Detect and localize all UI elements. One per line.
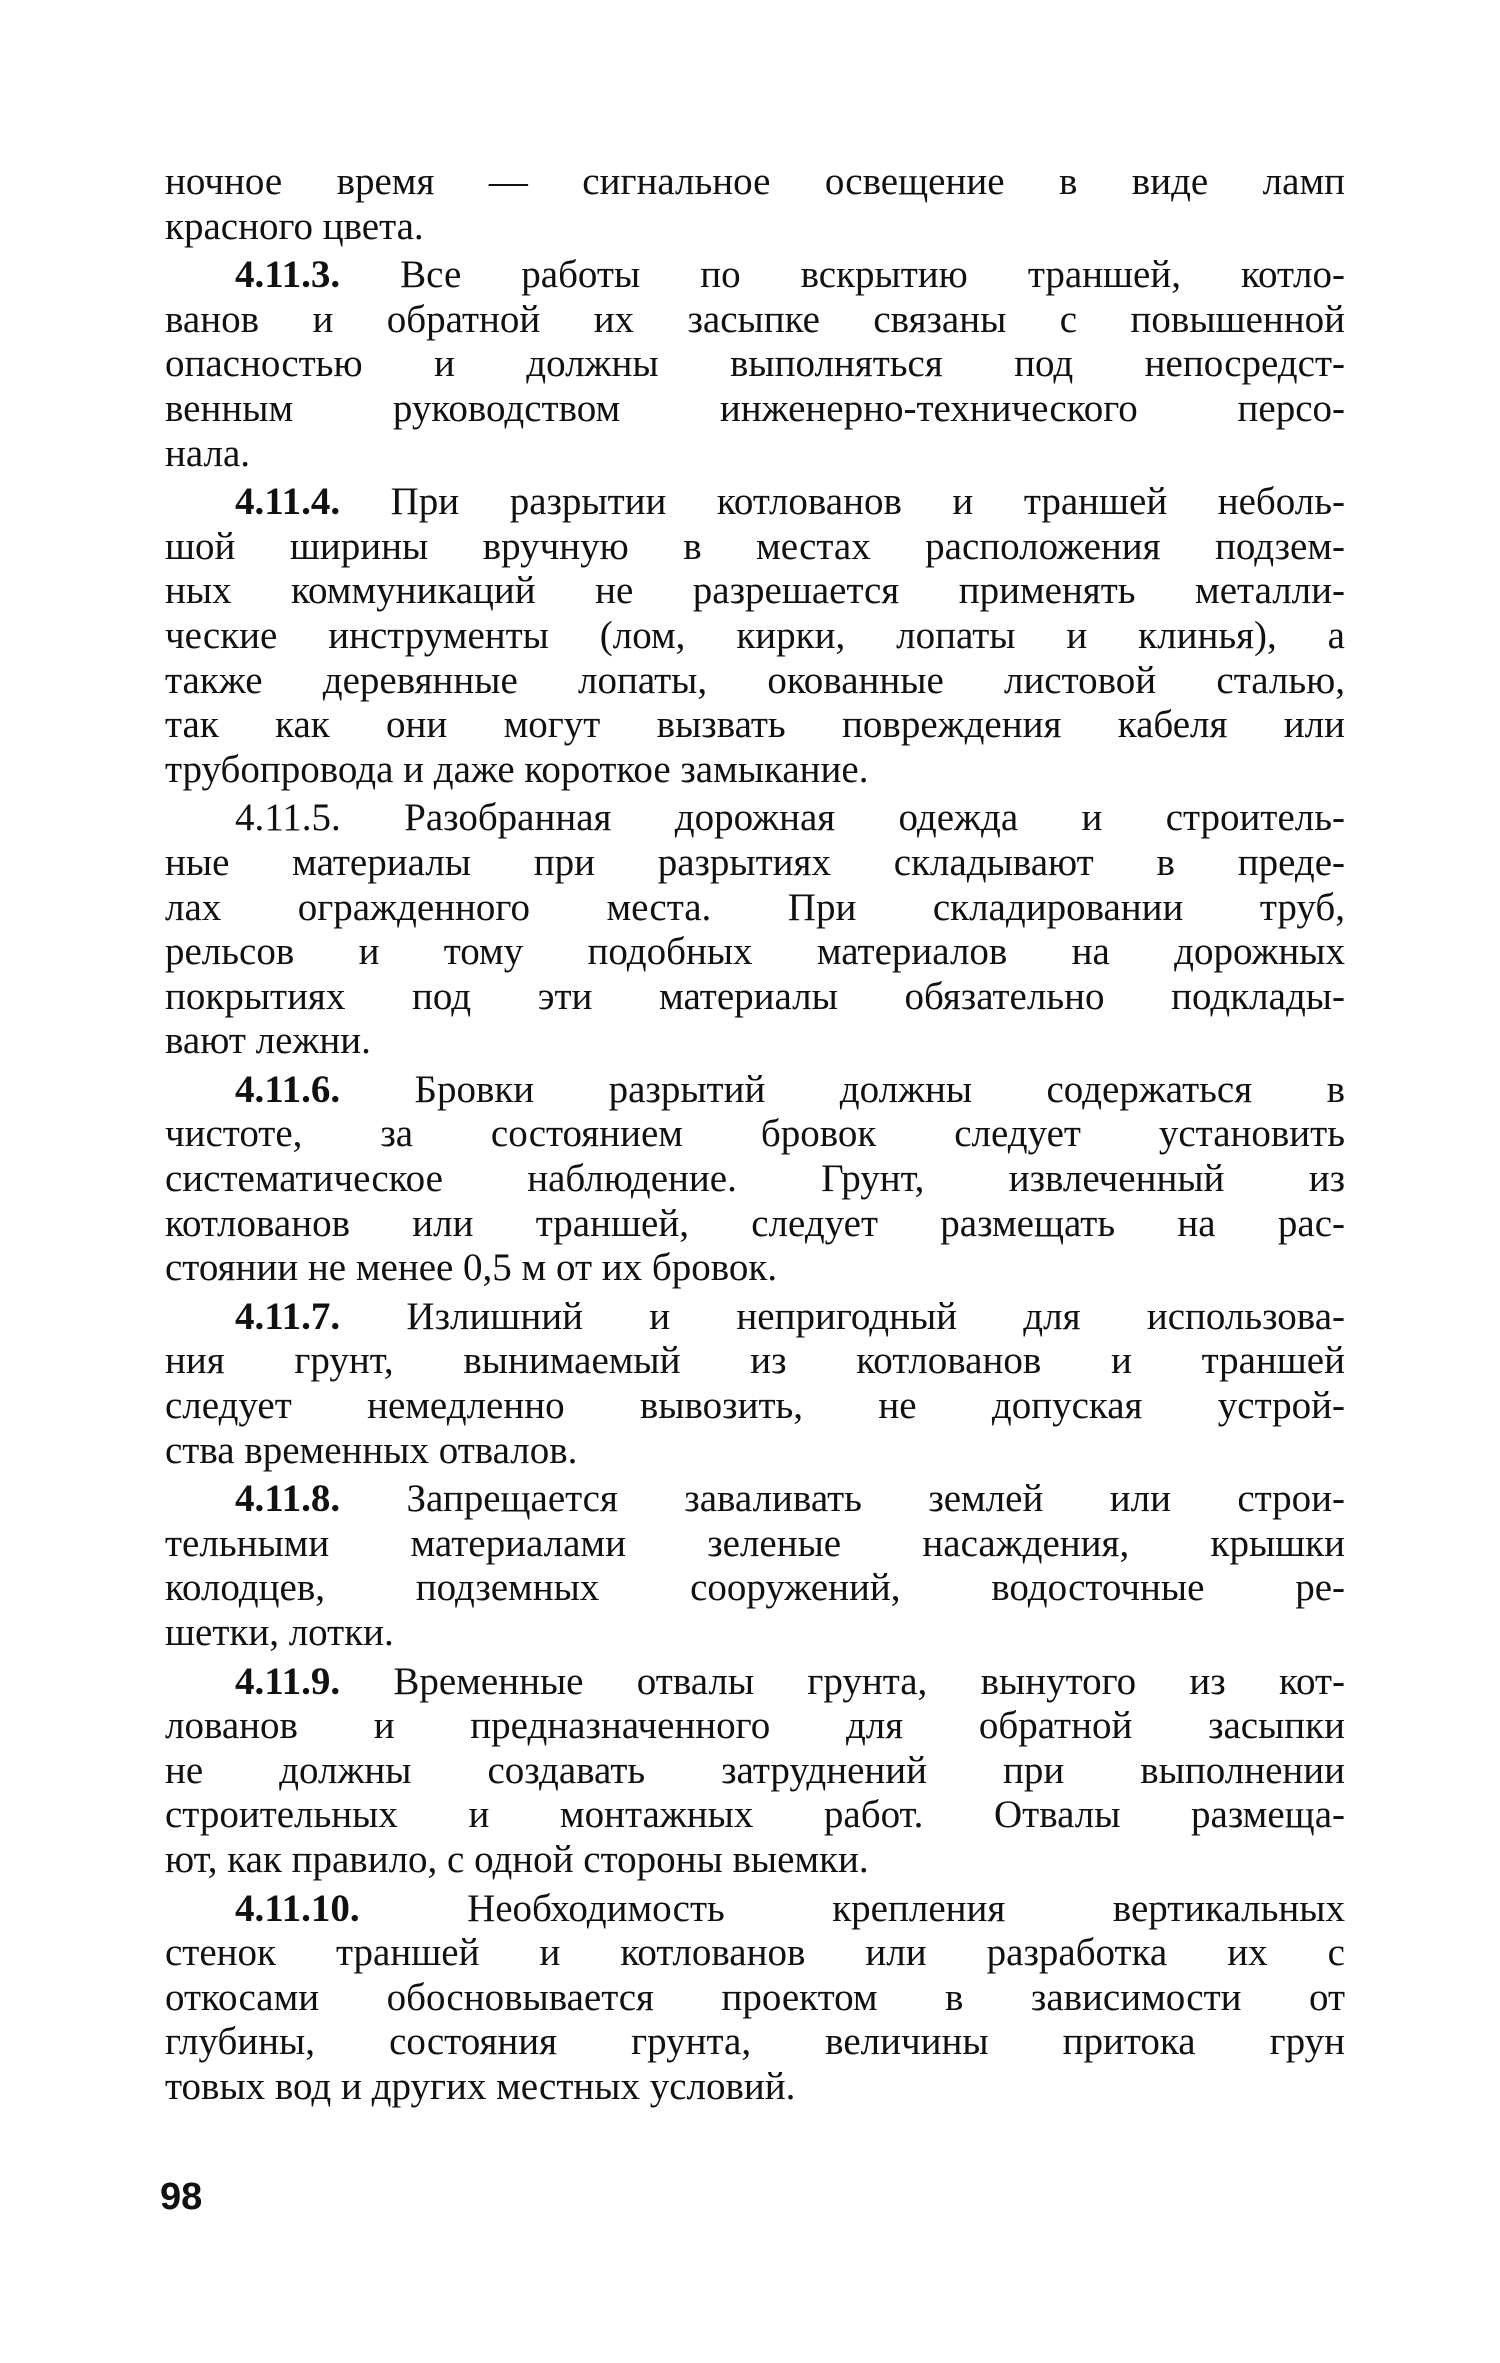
- text-line: товых вод и других местных условий.: [165, 2064, 796, 2108]
- paragraph-4-11-3: [165, 253, 1345, 476]
- text-fragment: Необходимость крепления вертикальных: [467, 1886, 1345, 1930]
- paragraph-4-11-4: [165, 480, 1345, 792]
- paragraph-4-11-7: [165, 1295, 1345, 1473]
- text-fragment: При разрытии котлованов и траншей неболь-: [390, 480, 1345, 524]
- text-line: чистоте, за состоянием бровок следует установить: [165, 1112, 1345, 1156]
- paragraph-4-11-9: [165, 1660, 1345, 1883]
- text-line: систематическое наблюдение. Грунт, извлеченный из: [165, 1157, 1345, 1201]
- text-line: глубины, состояния грунта, величины притока грун: [165, 2020, 1345, 2064]
- text-line: ных коммуникаций не разрешается применять металли-: [165, 569, 1345, 613]
- text-line: также деревянные лопаты, окованные листовой сталью,: [165, 658, 1345, 702]
- text-fragment: Запрещается заваливать землей или строи-: [406, 1477, 1345, 1521]
- text-line: ния грунт, вынимаемый из котлованов и траншей: [165, 1339, 1345, 1383]
- text-line: ные материалы при разрытиях складывают в преде-: [165, 840, 1345, 884]
- text-line: так как они могут вызвать повреждения кабеля или: [165, 703, 1345, 747]
- text-line: [165, 1295, 1345, 1340]
- text-line: вают лежни.: [165, 1019, 371, 1063]
- clause-number: 4.11.10.: [235, 1886, 360, 1930]
- page-body: [165, 160, 1345, 2110]
- text-line: лах огражденного места. При складировании труб,: [165, 885, 1345, 929]
- text-line: трубопровода и даже короткое замыкание.: [165, 747, 869, 791]
- text-line: не должны создавать затруднений при выполнении: [165, 1748, 1345, 1792]
- text-line: ческие инструменты (лом, кирки, лопаты и клинья), а: [165, 613, 1345, 657]
- text-fragment: Излишний и непригодный для использова-: [406, 1294, 1345, 1338]
- clause-number: 4.11.8.: [235, 1477, 341, 1521]
- text-line: рельсов и тому подобных материалов на дорожных: [165, 930, 1345, 974]
- text-line: венным руководством инженерно-технического персо-: [165, 386, 1345, 430]
- text-fragment: Все работы по вскрытию траншей, котло-: [400, 253, 1345, 297]
- text-line: тельными материалами зеленые насаждения, крышки: [165, 1521, 1345, 1565]
- text-line: ночное время — сигнальное освещение в виде ламп: [165, 160, 1345, 203]
- text-line: стоянии не менее 0,5 м от их бровок.: [165, 1246, 778, 1290]
- text-line: [165, 480, 1345, 525]
- paragraph-4-11-10: [165, 1887, 1345, 2110]
- text-line: [165, 796, 1345, 841]
- text-line: красного цвета.: [165, 204, 424, 248]
- text-fragment: Разобранная дорожная одежда и строитель-: [404, 796, 1345, 840]
- text-line: [165, 1477, 1345, 1522]
- text-line: колодцев, подземных сооружений, водосточные ре-: [165, 1566, 1345, 1610]
- text-line: нала.: [165, 431, 251, 475]
- page-number: 98: [160, 2176, 203, 2218]
- text-line: котлованов или траншей, следует размещать на рас-: [165, 1201, 1345, 1245]
- text-line: опасностью и должны выполняться под непосредст-: [165, 342, 1345, 386]
- text-fragment: Временные отвалы грунта, вынутого из кот-: [393, 1659, 1345, 1703]
- clause-number: 4.11.5.: [235, 796, 341, 840]
- text-line: строительных и монтажных работ. Отвалы размеща-: [165, 1793, 1345, 1837]
- text-line: [165, 1660, 1345, 1705]
- paragraph-4-11-5: [165, 796, 1345, 1064]
- text-line: следует немедленно вывозить, не допуская устрой-: [165, 1384, 1345, 1428]
- paragraph-continued: [165, 160, 1345, 249]
- clause-number: 4.11.6.: [235, 1067, 341, 1111]
- text-line: [165, 1887, 1345, 1932]
- text-line: [165, 253, 1345, 298]
- clause-number: 4.11.4.: [235, 480, 341, 524]
- text-fragment: Бровки разрытий должны содержаться в: [414, 1067, 1345, 1111]
- paragraph-4-11-6: [165, 1068, 1345, 1291]
- text-line: ют, как правило, с одной стороны выемки.: [165, 1837, 869, 1881]
- clause-number: 4.11.7.: [235, 1294, 341, 1338]
- text-line: откосами обосновывается проектом в зависимости от: [165, 1975, 1345, 2019]
- clause-number: 4.11.9.: [235, 1659, 341, 1703]
- text-line: [165, 1068, 1345, 1113]
- clause-number: 4.11.3.: [235, 253, 341, 297]
- text-line: ства временных отвалов.: [165, 1428, 578, 1472]
- text-line: лованов и предназначенного для обратной засыпки: [165, 1704, 1345, 1748]
- text-line: шетки, лотки.: [165, 1611, 394, 1654]
- text-line: покрытиях под эти материалы обязательно подклады-: [165, 974, 1345, 1018]
- paragraph-4-11-8: [165, 1477, 1345, 1655]
- text-line: ванов и обратной их засыпке связаны с повышенной: [165, 297, 1345, 341]
- text-line: стенок траншей и котлованов или разработка их с: [165, 1931, 1345, 1975]
- text-line: шой ширины вручную в местах расположения подзем-: [165, 524, 1345, 568]
